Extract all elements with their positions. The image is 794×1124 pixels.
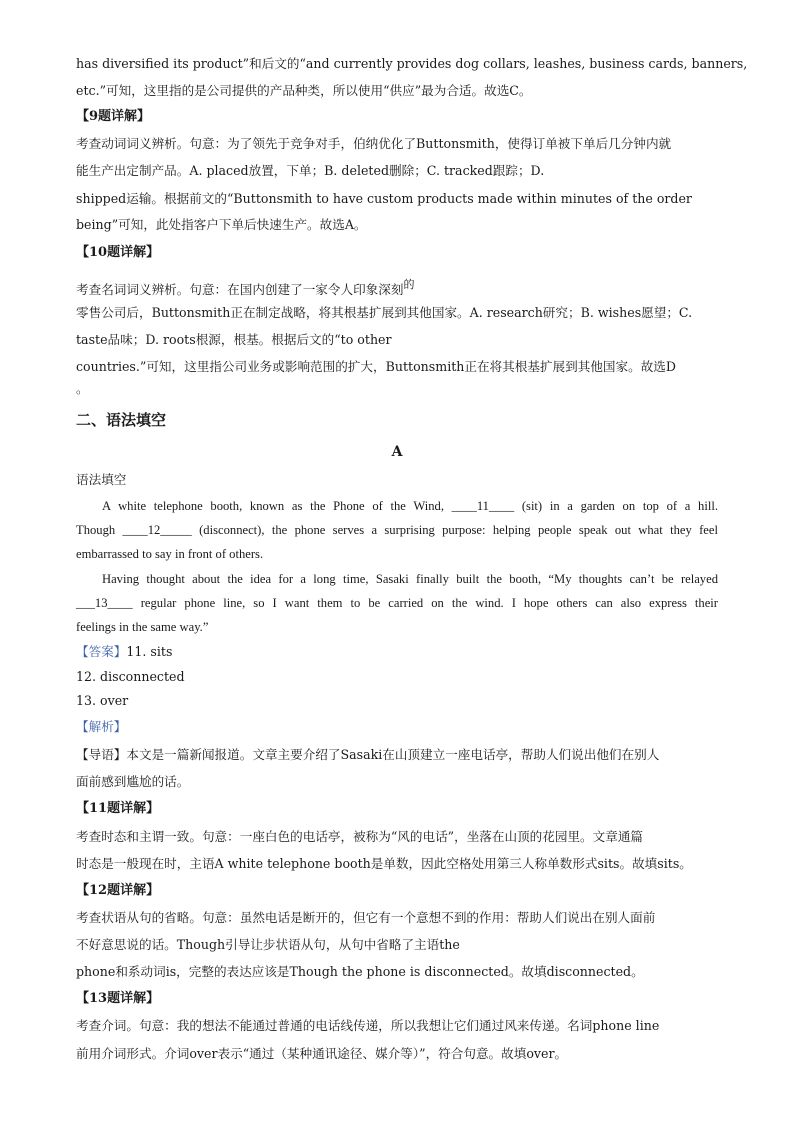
text-line: 。 — [76, 381, 89, 396]
text-line: 考查时态和主谓一致。句意：一座白色的电话亭，被称为“风的电话”，坐落在山顶的花园里。文章通篇 — [76, 829, 644, 844]
passage-line: A white telephone booth, known as the Phone of the Wind, ____11____ (sit) in a garden on top of a hill. — [102, 499, 718, 513]
blank-13: ___13____ — [76, 596, 133, 610]
text-line: 前用介词形式。介词over表示“通过（某种通讯途径、媒介等）”，符合句意。故填over。 — [76, 1046, 568, 1061]
text-line: 不好意思说的话。Though引导让步状语从句，从句中省略了主语the — [76, 937, 460, 952]
text-line: 考查状语从句的省略。句意：虽然电话是断开的，但它有一个意想不到的作用：帮助人们说出在别人面前 — [76, 910, 656, 925]
answer-line — [76, 643, 172, 661]
passage-line: Having thought about the idea for a long time, Sasaki finally built the booth, “My thoughts can’t be relayed — [102, 572, 718, 586]
text-line: 面前感到尴尬的话。 — [76, 774, 190, 789]
text-span: 考查名词词义辨析。句意：在国内创建了一家令人印象深刻 — [76, 282, 404, 297]
answer-12: 12. disconnected — [76, 669, 185, 684]
section-heading-q9: 【9题详解】 — [76, 109, 151, 124]
text-line — [76, 276, 414, 299]
superscript-char: 的 — [403, 278, 415, 291]
section-heading-q11: 【11题详解】 — [76, 801, 160, 816]
text-line: phone和系动词is，完整的表达应该是Though the phone is disconnected。故填disconnected。 — [76, 964, 644, 979]
text-line: 考查介词。句意：我的想法不能通过普通的电话线传递，所以我想让它们通过风来传递。名词phone line — [76, 1018, 660, 1033]
answer-13: 13. over — [76, 693, 129, 708]
text-line: 时态是一般现在时，主语A white telephone booth是单数，因此空格处用第三人称单数形式sits。故填sits。 — [76, 856, 692, 871]
subsection-label: 语法填空 — [76, 472, 127, 487]
text-line: countries.”可知，这里指公司业务或影响范围的扩大，Buttonsmith正在将其根基扩展到其他国家。故选D — [76, 359, 676, 374]
answer-tag: 【答案】 — [76, 644, 127, 659]
passage-line: Though ____12_____ (disconnect), the phone serves a surprising purpose: helping people speak out what they feel — [76, 523, 718, 537]
text-line: being”可知，此处指客户下单后快速生产。故选A。 — [76, 217, 367, 232]
answer-11: 11. sits — [126, 644, 173, 659]
passage-line — [76, 594, 718, 612]
text-line: 零售公司后，Buttonsmith正在制定战略，将其根基扩展到其他国家。A. research研究；B. wishes愿望；C. — [76, 305, 693, 320]
section-heading-q10: 【10题详解】 — [76, 245, 160, 260]
passage-line: feelings in the same way.” — [76, 620, 209, 634]
section-heading-q12: 【12题详解】 — [76, 883, 160, 898]
analysis-tag: 【解析】 — [76, 719, 127, 734]
text-line: 考查动词词义辨析。句意：为了领先于竞争对手，伯纳优化了Buttonsmith，使得订单被下单后几分钟内就 — [76, 136, 672, 151]
text-line: has diversified its product”和后文的“and currently provides dog collars, leashes, business cards, banners, — [76, 56, 748, 71]
text-line: 【导语】本文是一篇新闻报道。文章主要介绍了Sasaki在山顶建立一座电话亭，帮助人们说出他们在别人 — [76, 747, 660, 762]
text-line: 能生产出定制产品。A. placed放置，下单；B. deleted删除；C. tracked跟踪；D. — [76, 163, 545, 178]
section-title: 二、语法填空 — [76, 411, 167, 429]
text-line: taste品味；D. roots根源，根基。根据后文的“to other — [76, 332, 392, 347]
section-heading-q13: 【13题详解】 — [76, 991, 160, 1006]
passage-letter: A — [391, 444, 403, 460]
text-line: shipped运输。根据前文的“Buttonsmith to have custom products made within minutes of the order — [76, 191, 692, 206]
text-line: etc.”可知，这里指的是公司提供的产品种类，所以使用“供应”最为合适。故选C。 — [76, 83, 532, 98]
passage-line: embarrassed to say in front of others. — [76, 547, 264, 561]
text-span: regular phone line, so I want them to be carried on the wind. I hope others can also express their — [132, 596, 718, 610]
